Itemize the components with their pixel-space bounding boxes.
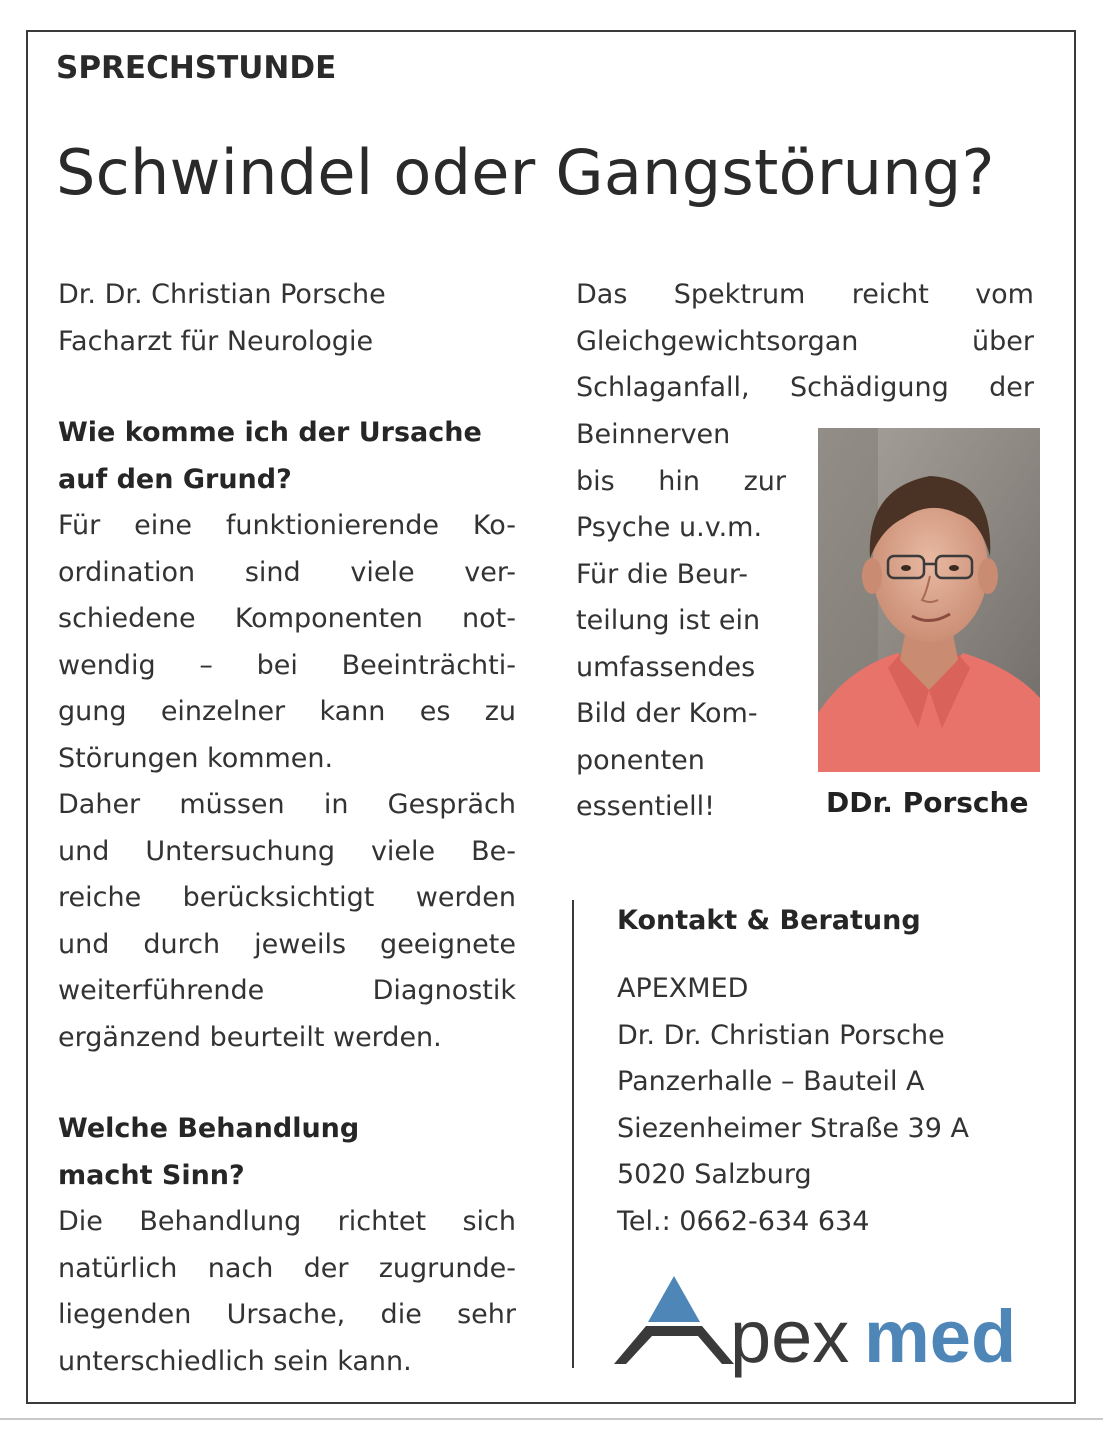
right-line: ponenten bbox=[576, 744, 705, 776]
kicker: SPRECHSTUNDE bbox=[56, 50, 337, 86]
right-column-narrow bbox=[576, 412, 786, 831]
doctor-portrait-photo bbox=[818, 428, 1040, 772]
right-line: Das Spektrum reicht vom bbox=[576, 279, 1034, 310]
section1-line: ordination sind viele ver- bbox=[58, 556, 516, 588]
logo-text-pex: pex bbox=[730, 1295, 850, 1378]
section1-line: schiedene Komponenten not- bbox=[58, 603, 516, 634]
section1-line: wendig – bei Beeinträchti- bbox=[58, 649, 516, 681]
author-title: Facharzt für Neurologie bbox=[58, 325, 374, 357]
section1-line: Daher müssen in Gespräch bbox=[58, 789, 516, 820]
logo-triangle-peak bbox=[648, 1276, 700, 1322]
column-divider bbox=[572, 900, 574, 1368]
section1 bbox=[58, 410, 516, 1061]
contact-company: APEXMED bbox=[617, 973, 749, 1004]
section1-line: gung einzelner kann es zu bbox=[58, 696, 516, 727]
section2-line: liegenden Ursache, die sehr bbox=[58, 1299, 516, 1330]
contact-phone: Tel.: 0662-634 634 bbox=[617, 1205, 870, 1237]
section1-line: ergänzend beurteilt werden. bbox=[58, 1021, 442, 1053]
right-column-top bbox=[576, 272, 1034, 412]
photo-caption: DDr. Porsche bbox=[826, 786, 1029, 819]
section2-heading-line: macht Sinn? bbox=[58, 1159, 245, 1191]
section2 bbox=[58, 1106, 516, 1385]
contact-street: Siezenheimer Straße 39 A bbox=[617, 1112, 969, 1144]
contact-heading: Kontakt & Beratung bbox=[617, 905, 921, 936]
page-bottom-line bbox=[0, 1418, 1103, 1420]
right-line: Beinnerven bbox=[576, 419, 731, 450]
right-line: essentiell! bbox=[576, 791, 715, 822]
headline: Schwindel oder Gangstörung? bbox=[56, 136, 995, 209]
right-line: umfassendes bbox=[576, 651, 756, 683]
contact-city: 5020 Salzburg bbox=[617, 1159, 812, 1190]
right-line: bis hin zur bbox=[576, 465, 786, 497]
right-line: teilung ist ein bbox=[576, 605, 761, 636]
section1-line: und Untersuchung viele Be- bbox=[58, 835, 516, 867]
section2-line: natürlich nach der zugrunde- bbox=[58, 1252, 516, 1284]
right-line: Psyche u.v.m. bbox=[576, 512, 763, 543]
contact-address bbox=[617, 966, 969, 1245]
right-line: Schlaganfall, Schädigung der bbox=[576, 372, 1034, 403]
section2-line: Die Behandlung richtet sich bbox=[58, 1206, 516, 1237]
right-line: Gleichgewichtsorgan über bbox=[576, 325, 1034, 357]
right-line: Bild der Kom- bbox=[576, 698, 758, 729]
section2-heading-line: Welche Behandlung bbox=[58, 1113, 360, 1144]
right-line: Für die Beur- bbox=[576, 558, 749, 590]
section2-line: unterschiedlich sein kann. bbox=[58, 1345, 412, 1377]
apexmed-logo bbox=[612, 1272, 1032, 1392]
section1-line: und durch jeweils geeignete bbox=[58, 928, 516, 960]
author-block bbox=[58, 272, 516, 365]
logo-a-mark bbox=[614, 1326, 734, 1364]
logo-text-med: med bbox=[864, 1295, 1017, 1378]
contact-name: Dr. Dr. Christian Porsche bbox=[617, 1019, 945, 1051]
section1-heading-line: auf den Grund? bbox=[58, 463, 292, 495]
contact-block bbox=[617, 898, 921, 945]
author-name: Dr. Dr. Christian Porsche bbox=[58, 279, 386, 310]
contact-building: Panzerhalle – Bauteil A bbox=[617, 1066, 925, 1097]
section1-line: Störungen kommen. bbox=[58, 742, 334, 774]
section1-line: weiterführende Diagnostik bbox=[58, 975, 516, 1006]
section1-line: Für eine funktionierende Ko- bbox=[58, 510, 516, 541]
section1-line: reiche berücksichtigt werden bbox=[58, 882, 516, 913]
section1-heading-line: Wie komme ich der Ursache bbox=[58, 417, 482, 448]
